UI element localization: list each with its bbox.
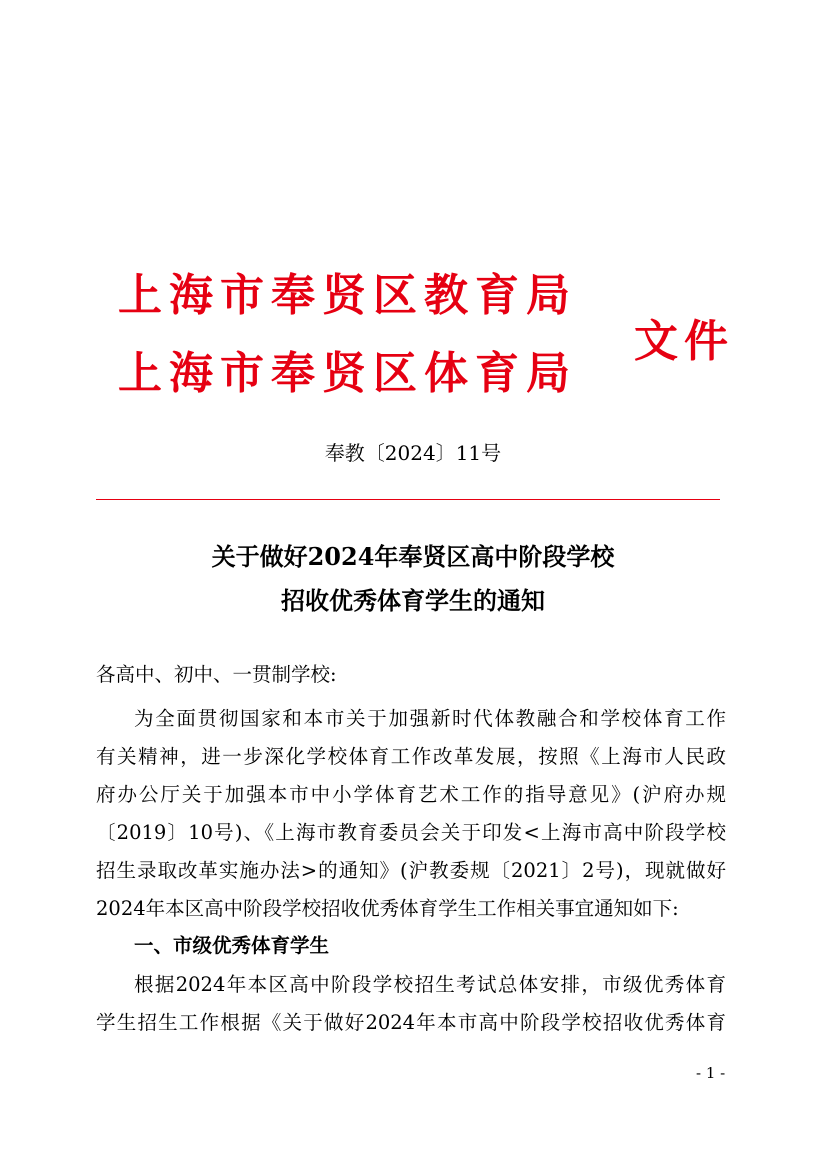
paragraph-2-line-2: 学生招生工作根据《关于做好2024年本市高中阶段学校招收优秀体育 <box>96 1011 726 1034</box>
section-1-heading: 一、市级优秀体育学生 <box>134 934 330 957</box>
paragraph-1-line-4: 〔2019〕10号)、《上海市教育委员会关于印发<上海市高中阶段学校 <box>96 821 726 844</box>
paragraph-1-line-5: 招生录取改革实施办法>的通知》(沪教委规〔2021〕2号)，现就做好 <box>96 859 726 882</box>
document-title-line-2: 招收优秀体育学生的通知 <box>281 586 545 615</box>
document-type-label: 文件 <box>634 316 734 367</box>
paragraph-2-line-1: 根据2024年本区高中阶段学校招生考试总体安排，市级优秀体育 <box>134 973 726 996</box>
paragraph-1-line-6: 2024年本区高中阶段学校招收优秀体育学生工作相关事宜通知如下: <box>96 897 679 920</box>
paragraph-1-line-1: 为全面贯彻国家和本市关于加强新时代体教融合和学校体育工作 <box>134 707 726 730</box>
issuer-name-education-bureau: 上海市奉贤区教育局 <box>118 270 577 321</box>
document-number: 奉教〔2024〕11号 <box>324 441 502 465</box>
page-number: - 1 - <box>696 1064 726 1082</box>
salutation: 各高中、初中、一贯制学校: <box>96 663 337 686</box>
paragraph-1-line-2: 有关精神，进一步深化学校体育工作改革发展，按照《上海市人民政 <box>96 745 726 768</box>
issuer-name-sports-bureau: 上海市奉贤区体育局 <box>118 348 577 399</box>
document-title-line-1: 关于做好2024年奉贤区高中阶段学校 <box>211 542 615 571</box>
red-header-divider <box>96 499 720 500</box>
paragraph-1-line-3: 府办公厅关于加强本市中小学体育艺术工作的指导意见》(沪府办规 <box>96 783 726 806</box>
